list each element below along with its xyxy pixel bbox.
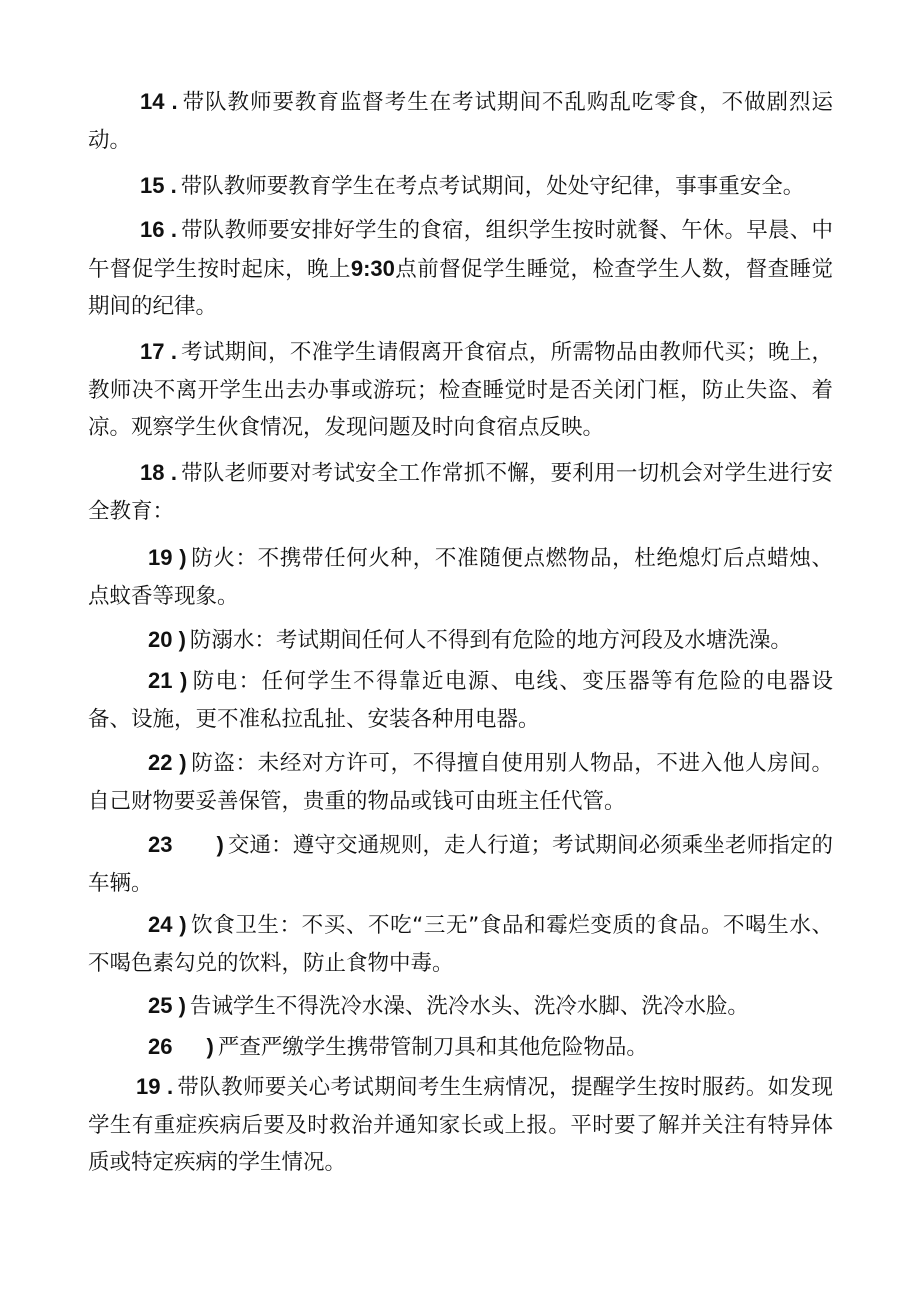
item-text: 告诫学生不得洗冷水澡、洗冷水头、洗冷水脚、洗冷水脸。 bbox=[189, 994, 749, 1019]
item-text: 防电：任何学生不得靠近电源、电线、变压器等有危险的电器设备、设施，更不准私拉乱扯、安装各种用电器。 bbox=[88, 669, 833, 732]
subitem-24 bbox=[88, 906, 833, 982]
paragraph-19 bbox=[88, 1068, 833, 1182]
item-number: 19 ) bbox=[148, 545, 187, 570]
item-text-a: 带队教师要安排好学生的食宿，组织学生按时就餐、午休。早晨、中午督促学生按时起床，晚上 bbox=[88, 218, 833, 282]
item-number: 17 . bbox=[140, 339, 177, 364]
item-text: 严查严缴学生携带管制刀具和其他危险物品。 bbox=[217, 1035, 648, 1060]
subitem-23 bbox=[88, 826, 833, 902]
paragraph-18 bbox=[88, 454, 833, 530]
item-text: 带队教师要教育监督考生在考试期间不乱购乱吃零食，不做剧烈运动。 bbox=[88, 90, 833, 153]
subitem-21 bbox=[88, 662, 833, 738]
paragraph-15 bbox=[88, 167, 833, 206]
item-number: 26 bbox=[148, 1034, 173, 1059]
item-number: 16 . bbox=[140, 217, 177, 242]
item-text-b: 点前督促学生睡觉，检查学生人数，督查睡觉期间的纪律。 bbox=[88, 256, 833, 319]
item-number: 19 . bbox=[136, 1074, 174, 1099]
subitem-26 bbox=[88, 1028, 833, 1067]
item-text: 考试期间，不准学生请假离开食宿点，所需物品由教师代买；晚上，教师决不离开学生出去办事或游玩；检查睡觉时是否关闭门框，防止失盗、着凉。观察学生伙食情况，发现问题及时向食宿点反映。 bbox=[88, 340, 833, 440]
paragraph-14 bbox=[88, 83, 833, 159]
item-text: 交通：遵守交通规则，走人行道；考试期间必须乘坐老师指定的车辆。 bbox=[88, 833, 833, 896]
item-number: 25 ) bbox=[148, 993, 186, 1018]
item-text: 带队老师要对考试安全工作常抓不懈，要利用一切机会对学生进行安全教育： bbox=[88, 461, 833, 524]
subitem-20 bbox=[88, 621, 833, 660]
item-number: 23 bbox=[148, 832, 173, 857]
paragraph-17 bbox=[88, 333, 833, 447]
item-number-paren: ) bbox=[206, 1034, 214, 1059]
item-text: 饮食卫生：不买、不吃“三无”食品和霉烂变质的食品。不喝生水、不喝色素勾兑的饮料，防止食物中毒。 bbox=[88, 913, 833, 976]
item-number: 20 ) bbox=[148, 627, 186, 652]
item-number: 21 ) bbox=[148, 668, 188, 693]
item-text: 带队教师要教育学生在考点考试期间，处处守纪律，事事重安全。 bbox=[180, 174, 805, 199]
time-value: 9:30 bbox=[350, 255, 395, 281]
paragraph-16 bbox=[88, 211, 833, 326]
subitem-22 bbox=[88, 744, 833, 820]
subitem-19 bbox=[88, 539, 833, 615]
item-number: 24 ) bbox=[148, 912, 187, 937]
item-text: 防盗：未经对方许可，不得擅自使用别人物品，不进入他人房间。自己财物要妥善保管，贵重的物品或钱可由班主任代管。 bbox=[88, 751, 833, 814]
item-text: 防溺水：考试期间任何人不得到有危险的地方河段及水塘洗澡。 bbox=[189, 628, 792, 653]
item-text: 带队教师要关心考试期间考生生病情况，提醒学生按时服药。如发现学生有重症疾病后要及时救治并通知家长或上报。平时要了解并关注有特异体质或特定疾病的学生情况。 bbox=[88, 1075, 833, 1175]
item-number: 18 . bbox=[140, 460, 177, 485]
item-number: 14 . bbox=[140, 89, 178, 114]
item-number: 22 ) bbox=[148, 750, 187, 775]
item-number: 15 . bbox=[140, 173, 177, 198]
subitem-25 bbox=[88, 987, 833, 1026]
item-text: 防火：不携带任何火种，不准随便点燃物品，杜绝熄灯后点蜡烛、点蚊香等现象。 bbox=[88, 546, 833, 609]
item-number-paren: ) bbox=[216, 832, 224, 857]
